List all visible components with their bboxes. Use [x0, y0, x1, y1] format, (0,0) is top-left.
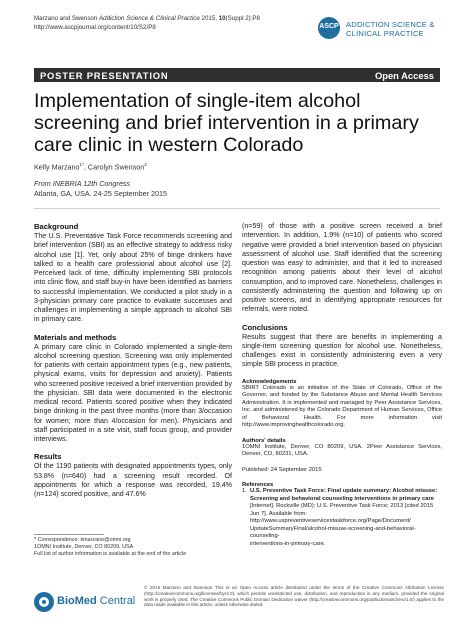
- citation-volume: 10: [218, 15, 226, 22]
- journal-name: [346, 20, 435, 39]
- journal-logo-icon: [318, 17, 340, 39]
- conclusions-paragraph: Results suggest that there are benefits in implementing a single-item screening question for alcohol use. Nonetheless, challenges exist in consistently administering even a very simple SBI process in practice.: [242, 332, 442, 369]
- author-name[interactable]: Carolyn Swenson: [87, 162, 145, 172]
- author-list: Kelly Marzano$^{1*}$, Carolyn Swenson$^2$: [34, 162, 147, 172]
- left-column: [34, 222, 232, 499]
- citation-authors: Marzano and Swenson: [34, 15, 100, 22]
- author-name[interactable]: Kelly Marzano: [34, 162, 80, 172]
- section-heading-background: Background: [34, 222, 79, 231]
- journal-name-line2: CLINICAL PRACTICE: [346, 29, 424, 39]
- author-details-paragraph: 1OMNI Institute, Denver, CO 80209, USA. 2Peer Assistance Services, Denver, CO, 80231, USA.: [242, 443, 442, 457]
- acknowledgements-heading: Acknowledgements: [242, 378, 297, 385]
- reference-link[interactable]: http://www.uspreventiveservicestaskforce.org/Page/Document/: [250, 518, 411, 524]
- reference-item: 1. U.S. Preventive Task Force: Final update summary: Alcohol misuse: Screening and behavioral counseling interventions in primary care [Internet]. Rockville (MD): U.S. Preventive Task Force; 2013 [cited 2015 Jun 7]. Available from: http://www.uspreventiveservicestaskforce.org/Page/Document/ UpdateSummaryFinal/alcohol-misuse-screening-and-behavioral-counseling- interventions-in-primary-care.: [242, 488, 442, 548]
- header-citation: [34, 14, 260, 32]
- author-details-heading: Authors' details: [242, 437, 286, 444]
- footnote-affiliation: 1OMNI Institute, Denver, CO 80209, USA: [34, 544, 134, 550]
- journal-name-line1: ADDICTION SCIENCE &: [346, 20, 435, 29]
- citation-year: 2015,: [199, 15, 219, 22]
- meeting-location: Atlanta, GA, USA. 24-25 September 2015: [34, 189, 168, 198]
- right-column: [242, 222, 442, 548]
- journal-logo-text: ASCP: [319, 23, 339, 30]
- references-heading: References: [242, 482, 274, 488]
- section-banner: [34, 68, 440, 82]
- citation-suppl: (Suppl 2):P8: [225, 15, 261, 22]
- reference-number: 1.: [242, 488, 247, 494]
- footnote-more-info: Full list of author information is available at the end of the article: [34, 551, 187, 557]
- section-heading-results: Results: [34, 452, 62, 462]
- background-paragraph: The U.S. Preventative Task Force recommends screening and brief intervention (SBI) as an effective strategy to address risky alcohol use [1]. Yet, only about 25% of binge drinkers have talked to a health care professional about alcohol use [2]. Perceived lack of time, difficulty implementing SBI protocols into clinic flow, and staff buy-in have been identified as barriers to successful implementation. We conducted a pilot study in a 3-physician primary care practice to evaluate successes and challenges in implementing a simple approach to alcohol SBI in primary care.: [34, 232, 232, 324]
- biomed-central-logo-icon: [34, 592, 54, 612]
- methods-paragraph: A primary care clinic in Colorado implemented a single-item alcohol screening question. Screening was only implemented for patients with certain appointment types (e.g., new patients, physical exams, visits for depression and anxiety). Patients who screened positive received a brief intervention provided by the physician. SBI data were documented in the electronic medical record. Patients scored positive when they indicated binge drinking in the past three months (more than 3/occasion for women; more than 4/occasion for men). Physicians and staff participated in a site visit, staff focus group, and provider interviews.: [34, 342, 232, 443]
- meeting-name: INEBRIA 12th Congress: [52, 179, 130, 188]
- license-text: © 2015 Marzano and Swenson This is an Open Access article distributed under the terms of the Creative Commons Attribution License (http://creativecommons.org/licenses/by/4.0), which permits unrestricted use, distribution, and reproduction in any medium, provided the original work is properly cited. The Creative Commons Public Domain Dedication waiver (http://creativecommons.org/publicdomain/zero/1.0/) applies to the data made available in this article, unless otherwise stated.: [144, 585, 444, 608]
- footnote-divider: [34, 534, 104, 535]
- meeting-info: From INEBRIA 12th Congress Atlanta, GA, USA. 24-25 September 2015: [34, 179, 168, 198]
- correspondence-email[interactable]: * Correspondence: kmarzano@omni.org: [34, 537, 131, 543]
- author-affiliation: 2: [144, 162, 147, 167]
- citation-url[interactable]: http://www.ascpjournal.org/content/10/S2/P8: [34, 24, 156, 31]
- page-title: Implementation of single-item alcohol screening and brief intervention in a primary care clinic in western Colorado: [34, 90, 419, 156]
- footnotes: [34, 537, 186, 558]
- citation-journal: Addiction Science & Clinical Practice: [99, 15, 200, 22]
- published-date: Published: 24 September 2015: [242, 466, 322, 473]
- acknowledgements-paragraph: SBIRT Colorado is an initiative of the State of Colorado, Office of the Governor, and funded by the Substance Abuse and Mental Health Services Administration. It is implemented and managed by Peer Assistance Services, Inc. and administered by the Colorado Department of Human Services, Office of Behavioral Health. For more information visit http://www.improvinghealthcolorado.org.: [242, 384, 442, 428]
- banner-open-access: Open Access: [374, 70, 434, 81]
- results-paragraph: Of the 1190 patients with designated appointments types, only 53.8% (n=640) had a screening result recorded. Of appointments for which a response was recorded, 19.4% (n=124) scored positive, and 47.6%: [34, 462, 232, 498]
- author-affiliation: 1*: [79, 162, 84, 167]
- publisher-name: BioMed Central: [57, 595, 136, 607]
- results-continued-paragraph: (n=59) of those with a positive screen received a brief intervention. In addition, 1.9% (n=10) of patients who scored negative were provided a brief intervention based on physician assessment of alcohol use. Staff identified that the screening question was easy to administer, and that it led to increased recognition among patients about their level of alcohol consumption, and to improved care. Nonetheless, challenges in consistently administering the question and following up on positive screens, and in identifying appropriate resources for referrals, were noted.: [242, 222, 442, 314]
- divider: [34, 208, 440, 209]
- reference-link[interactable]: UpdateSummaryFinal/alcohol-misuse-screening-and-behavioral-counseling-: [250, 525, 416, 539]
- section-heading-conclusions: Conclusions: [242, 322, 288, 332]
- banner-poster-label: POSTER PRESENTATION: [40, 70, 169, 81]
- section-heading-methods: Materials and methods: [34, 332, 117, 342]
